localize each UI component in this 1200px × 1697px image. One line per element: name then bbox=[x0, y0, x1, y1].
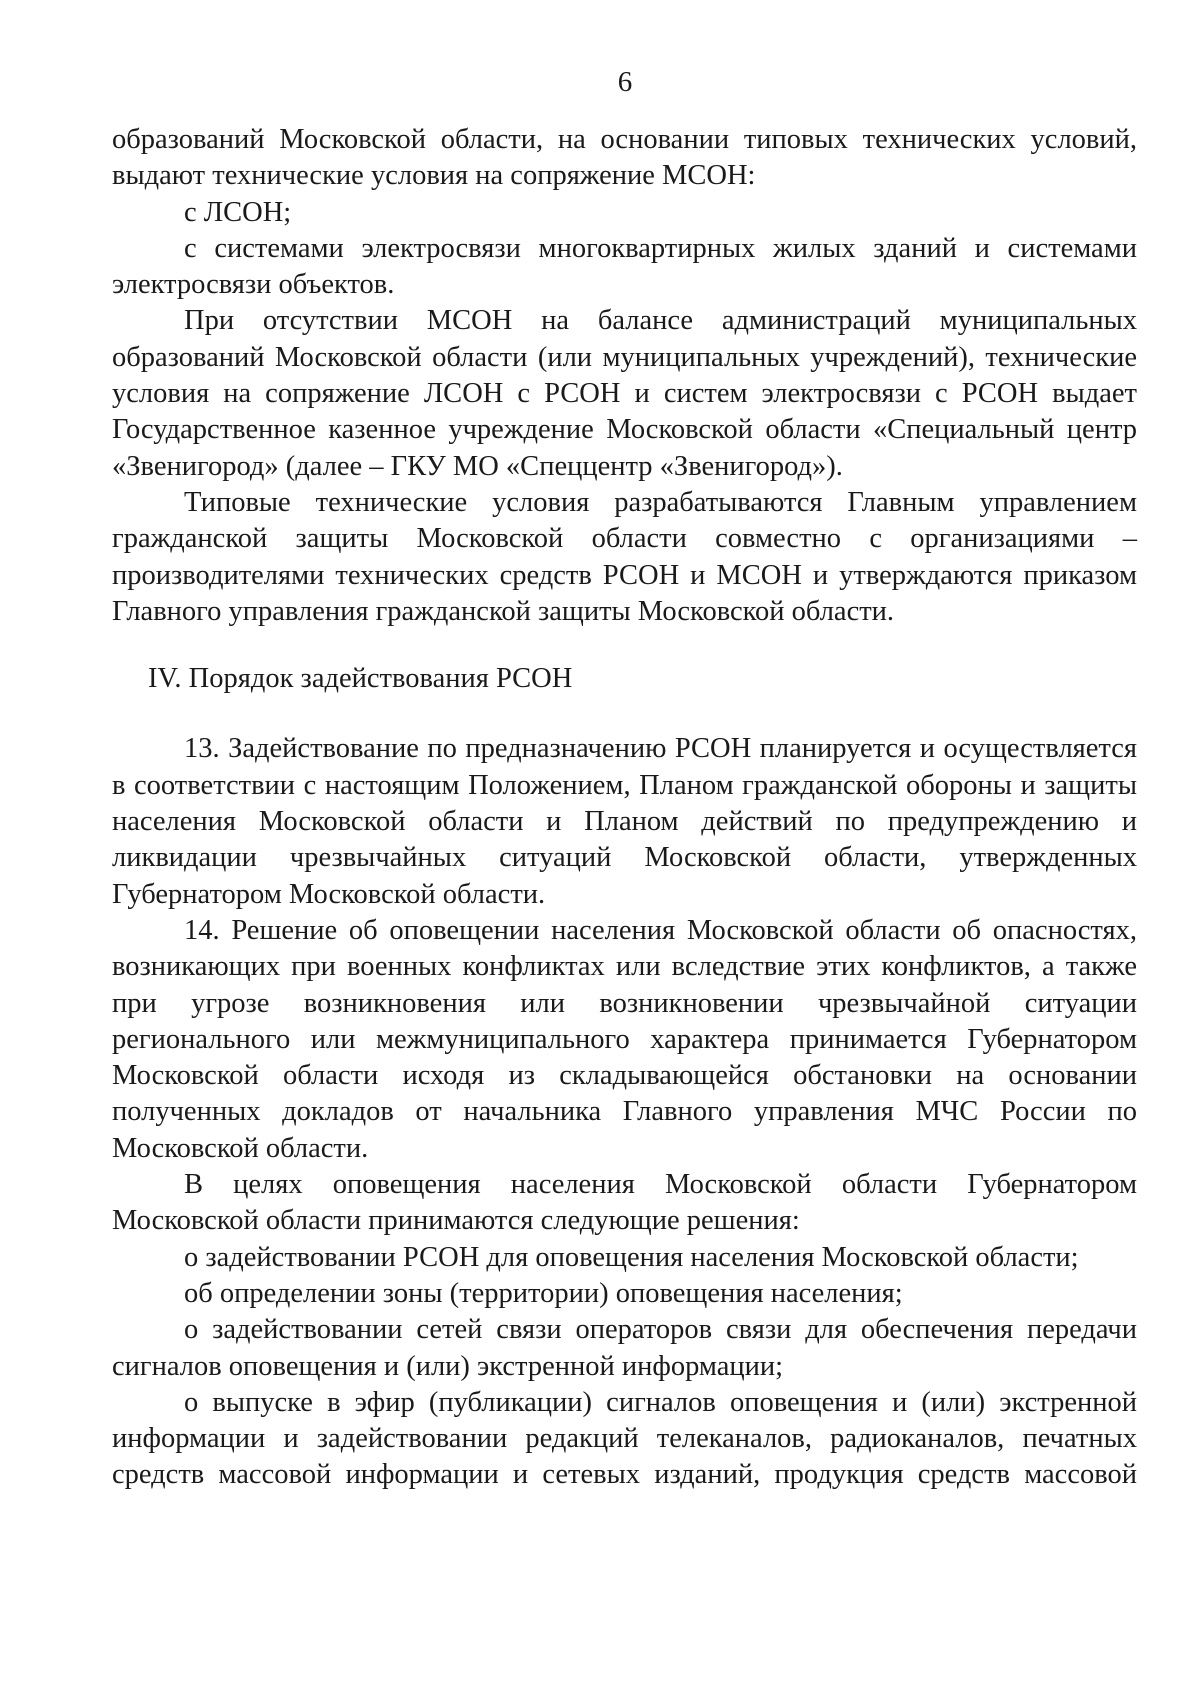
document-body bbox=[112, 122, 1137, 1494]
page-number: 6 bbox=[617, 66, 633, 98]
decision-item-zone: об определении зоны (территории) оповещения населения; bbox=[184, 1277, 903, 1309]
list-item-telecom-systems: с системами электросвязи многоквартирных жилых зданий и системами электросвязи объектов. bbox=[112, 232, 1137, 301]
paragraph-item-14: 14. Решение об оповещении населения Московской области об опасностях, возникающих при военных конфликтах или вследствие этих конфликтов, а также при угрозе возникновения или возникновении чрезвычайной ситуации регионального или межмуниципального характера принимается Губернатором Московской области исходя из складывающейся обстановки на основании полученных докладов от начальника Главного управления МЧС России по Московской области. bbox=[112, 914, 1137, 1164]
section-heading: IV. Порядок задействования РСОН bbox=[148, 663, 573, 695]
paragraph-continuation: образований Московской области, на основании типовых технических условий, выдают технические условия на сопряжение МСОН: bbox=[112, 124, 1137, 192]
paragraph-typical-conditions: Типовые технические условия разрабатываются Главным управлением гражданской защиты Московской области совместно с организациями – производителями технических средств РСОН и МСОН и утверждаются приказом Главного управления гражданской защиты Московской области. bbox=[112, 486, 1137, 627]
decision-item-rson: о задействовании РСОН для оповещения населения Московской области; bbox=[184, 1241, 1079, 1273]
paragraph-item-13: 13. Задействование по предназначению РСОН планируется и осуществляется в соответствии с настоящим Положением, Планом гражданской обороны и защиты населения Московской области и Планом действий по предупреждению и ликвидации чрезвычайных ситуаций Московской области, утвержденных Губернатором Московской области. bbox=[112, 733, 1137, 910]
paragraph-decisions-intro: В целях оповещения населения Московской области Губернатором Московской области принимаются следующие решения: bbox=[112, 1169, 1137, 1237]
decision-item-networks: о задействовании сетей связи операторов связи для обеспечения передачи сигналов оповещения и (или) экстренной информации; bbox=[112, 1314, 1137, 1382]
list-item-lson: с ЛСОН; bbox=[184, 196, 292, 228]
paragraph-absence-of-mson: При отсутствии МСОН на балансе администраций муниципальных образований Московской области (или муниципальных учреждений), технические условия на сопряжение ЛСОН с РСОН и систем электросвязи с РСОН выдает Государственное казенное учреждение Московской области «Специальный центр «Звенигород» (далее – ГКУ МО «Спеццентр «Звенигород»). bbox=[112, 305, 1137, 482]
decision-item-broadcast: о выпуске в эфир (публикации) сигналов оповещения и (или) экстренной информации и задействовании редакций телеканалов, радиоканалов, печатных средств массовой информации и сетевых изданий, продукция средств массовой bbox=[112, 1386, 1137, 1491]
